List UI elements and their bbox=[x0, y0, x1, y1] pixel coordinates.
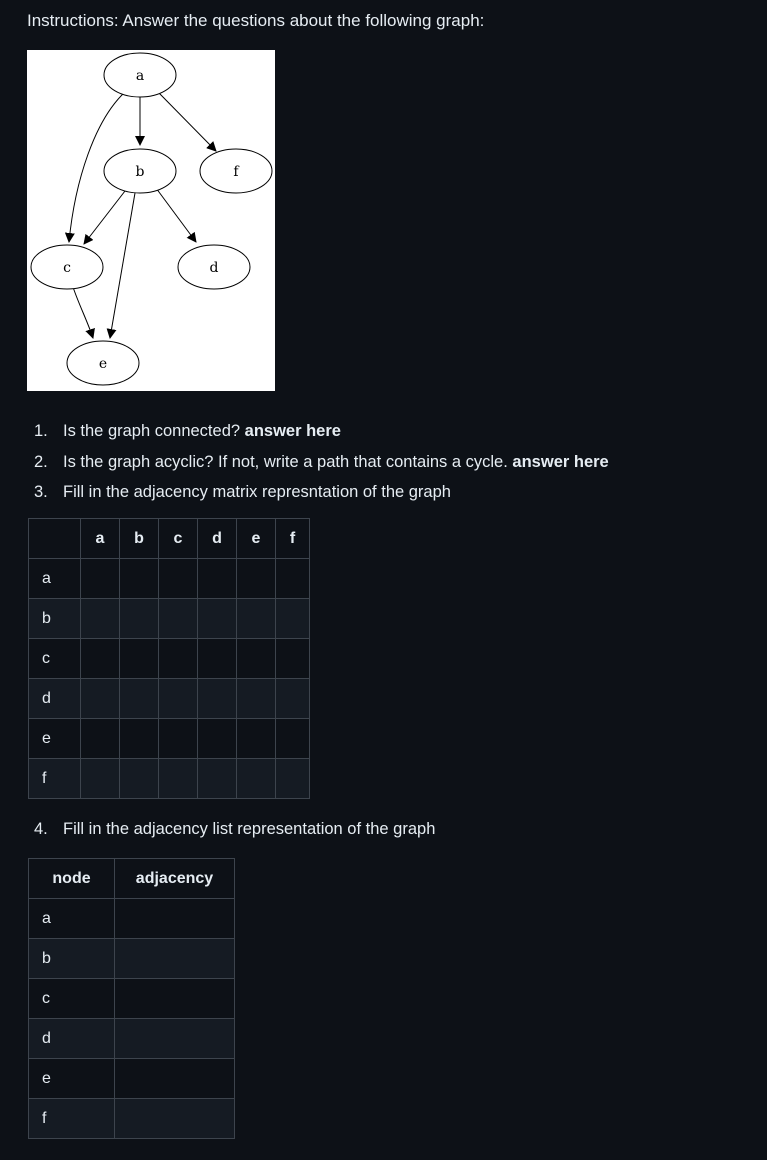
matrix-cell[interactable] bbox=[237, 679, 276, 719]
adjlist-adjacency-cell[interactable] bbox=[115, 979, 235, 1019]
question-1 bbox=[34, 416, 609, 447]
matrix-cell[interactable] bbox=[81, 759, 120, 799]
adjlist-adjacency-cell[interactable] bbox=[115, 1099, 235, 1139]
matrix-cell[interactable] bbox=[237, 759, 276, 799]
graph-svg bbox=[27, 50, 275, 391]
adjlist-row bbox=[29, 939, 235, 979]
edge-b-d bbox=[156, 188, 196, 242]
matrix-cell[interactable] bbox=[198, 599, 237, 639]
matrix-cell[interactable] bbox=[237, 639, 276, 679]
edge-b-e bbox=[110, 193, 135, 338]
matrix-cell[interactable] bbox=[276, 679, 310, 719]
adjacency-matrix-table bbox=[28, 518, 310, 799]
matrix-cell[interactable] bbox=[198, 639, 237, 679]
matrix-row-header: e bbox=[29, 719, 81, 759]
adjlist-adjacency-header: adjacency bbox=[115, 859, 235, 899]
question-2 bbox=[34, 447, 609, 478]
adjlist-adjacency-cell[interactable] bbox=[115, 939, 235, 979]
adjlist-node-header: node bbox=[29, 859, 115, 899]
matrix-cell[interactable] bbox=[81, 599, 120, 639]
matrix-cell[interactable] bbox=[276, 719, 310, 759]
adjlist-adjacency-cell[interactable] bbox=[115, 1059, 235, 1099]
matrix-cell[interactable] bbox=[276, 759, 310, 799]
matrix-row bbox=[29, 719, 310, 759]
adjlist-adjacency-cell[interactable] bbox=[115, 1019, 235, 1059]
matrix-col-header: b bbox=[120, 519, 159, 559]
matrix-cell[interactable] bbox=[159, 559, 198, 599]
adjlist-row bbox=[29, 1059, 235, 1099]
question-text: Is the graph acyclic? If not, write a path that contains a cycle. bbox=[63, 452, 508, 471]
edge-a-f bbox=[159, 93, 216, 151]
matrix-cell[interactable] bbox=[276, 559, 310, 599]
question-4 bbox=[34, 817, 435, 841]
adjlist-node-cell: f bbox=[29, 1099, 115, 1139]
node-label-e: e bbox=[98, 356, 108, 372]
matrix-row bbox=[29, 679, 310, 719]
question-text: Fill in the adjacency list representation of the graph bbox=[63, 820, 436, 838]
matrix-row-header: c bbox=[29, 639, 81, 679]
edge-c-e bbox=[73, 287, 93, 338]
matrix-cell[interactable] bbox=[198, 759, 237, 799]
matrix-cell[interactable] bbox=[237, 719, 276, 759]
matrix-cell[interactable] bbox=[120, 719, 159, 759]
question-number: 4. bbox=[34, 820, 48, 838]
answer-placeholder[interactable]: answer here bbox=[244, 422, 341, 440]
matrix-cell[interactable] bbox=[81, 679, 120, 719]
adjlist-row bbox=[29, 1019, 235, 1059]
matrix-cell[interactable] bbox=[120, 679, 159, 719]
adjlist-node-cell: c bbox=[29, 979, 115, 1019]
adjlist-node-cell: d bbox=[29, 1019, 115, 1059]
matrix-row-header: b bbox=[29, 599, 81, 639]
adjlist-node-cell: a bbox=[29, 899, 115, 939]
graph-image bbox=[27, 50, 275, 391]
matrix-col-header: c bbox=[159, 519, 198, 559]
node-label-c: c bbox=[63, 260, 71, 276]
matrix-cell[interactable] bbox=[120, 559, 159, 599]
question-number: 3. bbox=[34, 483, 48, 501]
adjlist-row bbox=[29, 899, 235, 939]
matrix-cell[interactable] bbox=[81, 639, 120, 679]
matrix-cell[interactable] bbox=[81, 559, 120, 599]
matrix-corner-cell bbox=[29, 519, 81, 559]
questions-list bbox=[34, 416, 609, 508]
matrix-cell[interactable] bbox=[159, 719, 198, 759]
answer-placeholder[interactable]: answer here bbox=[512, 452, 609, 471]
adjlist-node-cell: b bbox=[29, 939, 115, 979]
matrix-cell[interactable] bbox=[237, 559, 276, 599]
matrix-row-header: f bbox=[29, 759, 81, 799]
matrix-cell[interactable] bbox=[198, 559, 237, 599]
matrix-cell[interactable] bbox=[237, 599, 276, 639]
matrix-cell[interactable] bbox=[276, 639, 310, 679]
node-label-b: b bbox=[135, 164, 145, 180]
matrix-col-header: d bbox=[198, 519, 237, 559]
adjlist-row bbox=[29, 1099, 235, 1139]
matrix-cell[interactable] bbox=[159, 679, 198, 719]
adjlist-adjacency-cell[interactable] bbox=[115, 899, 235, 939]
question-number: 2. bbox=[34, 452, 48, 471]
matrix-col-header: a bbox=[81, 519, 120, 559]
matrix-row bbox=[29, 599, 310, 639]
matrix-row bbox=[29, 639, 310, 679]
adjlist-header-row bbox=[29, 859, 235, 899]
matrix-cell[interactable] bbox=[120, 599, 159, 639]
node-label-a: a bbox=[135, 68, 145, 84]
instructions-text: Instructions: Answer the questions about the following graph: bbox=[27, 11, 485, 30]
matrix-row bbox=[29, 759, 310, 799]
question-text: Fill in the adjacency matrix represntation of the graph bbox=[63, 483, 451, 501]
node-label-d: d bbox=[209, 260, 219, 276]
node-label-f: f bbox=[233, 164, 239, 180]
matrix-row-header: d bbox=[29, 679, 81, 719]
question-number: 1. bbox=[34, 422, 48, 440]
matrix-cell[interactable] bbox=[198, 679, 237, 719]
matrix-row bbox=[29, 559, 310, 599]
edge-b-c bbox=[84, 191, 125, 244]
matrix-col-header: f bbox=[276, 519, 310, 559]
matrix-cell[interactable] bbox=[159, 759, 198, 799]
matrix-header-row bbox=[29, 519, 310, 559]
matrix-cell[interactable] bbox=[159, 599, 198, 639]
matrix-cell[interactable] bbox=[276, 599, 310, 639]
adjlist-row bbox=[29, 979, 235, 1019]
matrix-cell[interactable] bbox=[198, 719, 237, 759]
question-3 bbox=[34, 477, 609, 508]
adjacency-list-table bbox=[28, 858, 235, 1139]
matrix-cell[interactable] bbox=[120, 639, 159, 679]
matrix-cell[interactable] bbox=[120, 759, 159, 799]
matrix-cell[interactable] bbox=[81, 719, 120, 759]
adjlist-node-cell: e bbox=[29, 1059, 115, 1099]
question-text: Is the graph connected? bbox=[63, 422, 241, 440]
matrix-row-header: a bbox=[29, 559, 81, 599]
matrix-col-header: e bbox=[237, 519, 276, 559]
matrix-cell[interactable] bbox=[159, 639, 198, 679]
